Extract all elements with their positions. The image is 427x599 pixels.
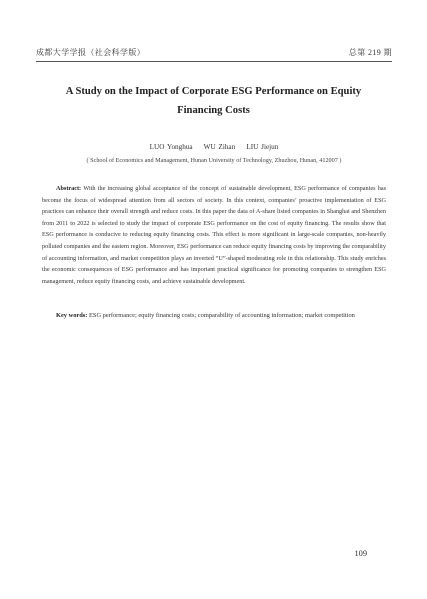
abstract-text: With the increasing global acceptance of the concept of sustainable development, ESG performance of companies has become the focus of widespread attention from all sectors of society. In this context, companies’ proactive implementation of ESG practices can enhance their overall strength and reduce costs. In this paper the data of A-share listed companies in Shanghai and Shenzhen from 2011 to 2022 is selected to study the impact of corporate ESG performance on the cost of equity financing. The results show that ESG performance is conducive to reducing equity financing costs. This effect is more significant in large-scale companies, non-heavily polluted companies and the eastern region. Moreover, ESG performance can reduce equity financing costs by improving the comparability of accounting information, and market competition plays an inverted “U”-shaped moderating role in this relationship. This study enriches the economic consequences of ESG performance and has important practical significance for promoting companies to strengthen ESG management, reduce equity financing costs, and achieve sustainable development. bbox=[42, 185, 386, 285]
paper-title: A Study on the Impact of Corporate ESG Performance on Equity Financing Costs bbox=[65, 86, 362, 116]
page-number: 109 bbox=[354, 549, 367, 558]
abstract-paragraph bbox=[42, 183, 386, 287]
journal-name: 成都大学学报（社会科学版） bbox=[36, 48, 146, 57]
author-affiliation: ( School of Economics and Management, Hunan University of Technology, Zhuzhou, Hunan, 412007 ) bbox=[86, 157, 342, 164]
keywords-text: ESG performance; equity financing costs; comparability of accounting information; market competition bbox=[89, 312, 355, 319]
issue-number: 总第 219 期 bbox=[348, 48, 392, 57]
keywords-paragraph bbox=[42, 310, 386, 322]
running-header bbox=[36, 47, 392, 61]
author-list: LUO Yonghua WU Zihan LIU Jiejun bbox=[149, 143, 279, 151]
header-divider bbox=[36, 61, 392, 62]
keywords-label: Key words: bbox=[56, 312, 90, 319]
abstract-label: Abstract: bbox=[56, 185, 84, 192]
